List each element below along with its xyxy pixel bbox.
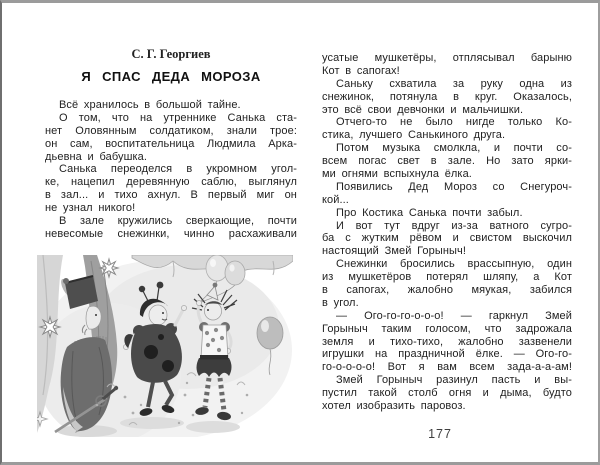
text-line: снежинок, потянула в круг. Оказалось, <box>322 90 572 103</box>
text-line: усатые мушкетёры, отплясывал барыню <box>322 52 572 64</box>
text-line: земля и тихо-тихо, жалобно зазвенели <box>322 335 572 348</box>
text-line: Про Костика Санька почти забыл. <box>336 206 523 219</box>
text-line: Кот в сапогах! <box>322 64 400 77</box>
story-illustration <box>37 255 293 437</box>
text-line: — Ого-го-го-о-о-о! — гаркнул Змей <box>336 309 572 322</box>
text-line: Потом музыка смолкла, и почти со- <box>336 142 572 155</box>
text-line: игрушки на праздничной ёлке. — Ого-го- <box>322 348 572 361</box>
right-column-text <box>322 52 572 413</box>
text-line: И вот тут вдруг из-за ватного сугро- <box>336 219 572 232</box>
text-line: невесомые снежинки, чинно расхаживали <box>45 227 297 240</box>
text-line: кой... <box>322 193 349 206</box>
text-line: Отчего-то не было нигде только Ко- <box>336 116 572 129</box>
text-line: Санька переоделся в укромном угол- <box>59 163 297 176</box>
text-line: ба с жутким рёвом и свистом выскочил <box>322 232 572 245</box>
text-line: настоящий Змей Горыныч! <box>322 245 467 258</box>
text-line: он сам, воспитательница Людмила Арка- <box>45 137 297 150</box>
text-line: хотел изобразить паровоз. <box>322 400 466 413</box>
text-line: в угол. <box>322 296 359 309</box>
text-line: в зал... и тихо ахнул. В первый миг он <box>45 189 297 202</box>
text-line: ке, нацепил деревянную саблю, выглянул <box>45 176 297 189</box>
text-line: стика, лучшего Санькиного друга. <box>322 129 506 142</box>
text-line: дьевна и бабушка. <box>45 150 148 163</box>
text-line: это всё свои девчонки и мальчишки. <box>322 103 524 116</box>
text-line: О том, что на утреннике Санька ста- <box>59 111 297 124</box>
text-line: не узнал никого! <box>45 202 136 215</box>
author-name: С. Г. Георгиев <box>131 47 211 61</box>
text-line: в сапогах, жалобно мяукая, забился <box>322 284 572 297</box>
text-line: пустил такой столб огня и дыма, будто <box>322 387 572 400</box>
text-line: Саньку схватила за руку одна из <box>336 77 572 90</box>
story-title: Я СПАС ДЕДА МОРОЗА <box>81 69 261 84</box>
text-line: ми огнями вспыхнула ёлка. <box>322 168 472 181</box>
text-line: Змей Горыныч разинул пасть и вы- <box>336 374 572 387</box>
page-number: 177 <box>428 427 452 441</box>
text-line: из мушкетёров потерял шляпу, а Кот <box>322 271 572 284</box>
text-line: всем погас свет в зале. Но зато ярки- <box>322 155 572 168</box>
text-line: В зале кружились сверкающие, почти <box>59 215 297 228</box>
text-line: Всё хранилось в большой тайне. <box>59 99 241 111</box>
text-line: Появились Дед Мороз со Снегуроч- <box>336 180 572 193</box>
text-line: го-о-о-о-о! Вот я вам всем зада-а-а-ам! <box>322 361 572 374</box>
text-line: Снежинки бросились врассыпную, один <box>336 258 572 271</box>
left-column-text <box>45 99 297 241</box>
text-line: Горыныч таким голосом, что задрожала <box>322 322 572 335</box>
text-line: нет Оловянным солдатиком, знали трое: <box>45 124 297 137</box>
